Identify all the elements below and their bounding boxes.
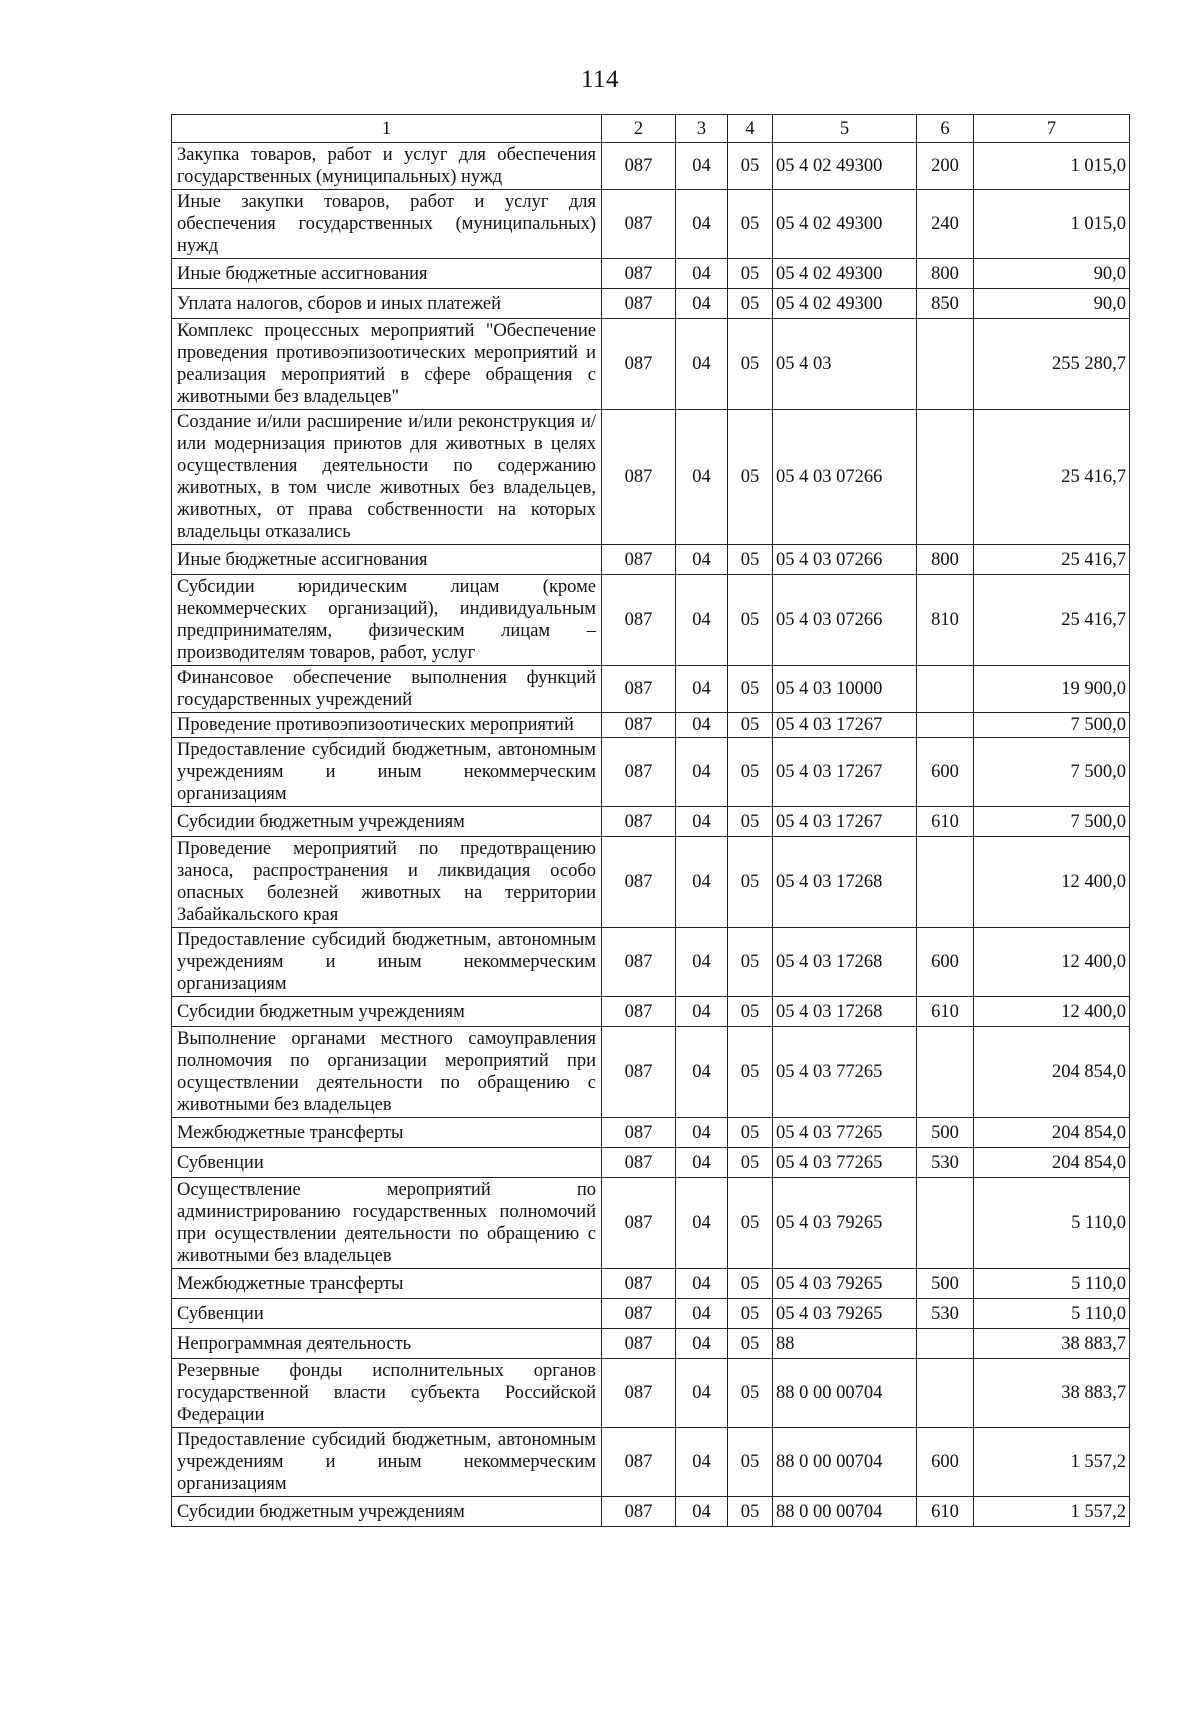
section-code: 04 — [676, 837, 728, 928]
table-row — [172, 1269, 1130, 1299]
header-cell: 6 — [917, 115, 974, 143]
table-row — [172, 1299, 1130, 1329]
section-code: 04 — [676, 666, 728, 713]
section-code: 04 — [676, 1299, 728, 1329]
target-item-code: 88 0 00 00704 — [773, 1497, 917, 1527]
subsection-code: 05 — [728, 319, 773, 410]
target-item-code: 88 0 00 00704 — [773, 1428, 917, 1497]
expense-type-code: 500 — [917, 1118, 974, 1148]
section-code: 04 — [676, 319, 728, 410]
ministry-code: 087 — [602, 666, 676, 713]
target-item-code: 88 0 00 00704 — [773, 1359, 917, 1428]
ministry-code: 087 — [602, 1428, 676, 1497]
table-row — [172, 190, 1130, 259]
ministry-code: 087 — [602, 807, 676, 837]
amount: 204 854,0 — [974, 1148, 1130, 1178]
ministry-code: 087 — [602, 928, 676, 997]
table-row — [172, 1148, 1130, 1178]
expense-type-code — [917, 1359, 974, 1428]
expense-type-code — [917, 1329, 974, 1359]
expense-type-code: 240 — [917, 190, 974, 259]
expense-type-code — [917, 666, 974, 713]
row-name: Предоставление субсидий бюджетным, автономным учреждениям и иным некоммерческим организациям — [172, 928, 602, 997]
row-name: Непрограммная деятельность — [172, 1329, 602, 1359]
section-code: 04 — [676, 1118, 728, 1148]
subsection-code: 05 — [728, 1497, 773, 1527]
amount: 5 110,0 — [974, 1269, 1130, 1299]
row-name: Резервные фонды исполнительных органов государственной власти субъекта Российской Федерации — [172, 1359, 602, 1428]
table-row — [172, 143, 1130, 190]
ministry-code: 087 — [602, 997, 676, 1027]
expense-type-code: 610 — [917, 807, 974, 837]
page-number: 114 — [580, 66, 620, 93]
target-item-code: 05 4 03 77265 — [773, 1027, 917, 1118]
target-item-code: 05 4 03 17268 — [773, 928, 917, 997]
target-item-code: 05 4 03 10000 — [773, 666, 917, 713]
target-item-code: 05 4 03 17267 — [773, 807, 917, 837]
subsection-code: 05 — [728, 1118, 773, 1148]
table-row — [172, 1178, 1130, 1269]
subsection-code: 05 — [728, 713, 773, 738]
section-code: 04 — [676, 190, 728, 259]
table-row — [172, 666, 1130, 713]
target-item-code: 05 4 02 49300 — [773, 259, 917, 289]
amount: 90,0 — [974, 289, 1130, 319]
target-item-code: 05 4 03 — [773, 319, 917, 410]
section-code: 04 — [676, 1269, 728, 1299]
row-name: Предоставление субсидий бюджетным, автономным учреждениям и иным некоммерческим организациям — [172, 1428, 602, 1497]
row-name: Иные бюджетные ассигнования — [172, 545, 602, 575]
header-row — [172, 115, 1130, 143]
target-item-code: 05 4 03 07266 — [773, 575, 917, 666]
subsection-code: 05 — [728, 190, 773, 259]
amount: 255 280,7 — [974, 319, 1130, 410]
amount: 5 110,0 — [974, 1299, 1130, 1329]
row-name: Финансовое обеспечение выполнения функций государственных учреждений — [172, 666, 602, 713]
table-row — [172, 928, 1130, 997]
target-item-code: 05 4 03 07266 — [773, 545, 917, 575]
expense-type-code: 610 — [917, 997, 974, 1027]
table-row — [172, 289, 1130, 319]
amount: 1 015,0 — [974, 190, 1130, 259]
ministry-code: 087 — [602, 545, 676, 575]
amount: 25 416,7 — [974, 545, 1130, 575]
expense-type-code: 600 — [917, 738, 974, 807]
amount: 7 500,0 — [974, 738, 1130, 807]
table-body — [172, 143, 1130, 1527]
header-cell: 3 — [676, 115, 728, 143]
ministry-code: 087 — [602, 289, 676, 319]
subsection-code: 05 — [728, 143, 773, 190]
expense-type-code — [917, 1178, 974, 1269]
expense-type-code — [917, 1027, 974, 1118]
subsection-code: 05 — [728, 1428, 773, 1497]
section-code: 04 — [676, 713, 728, 738]
row-name: Межбюджетные трансферты — [172, 1118, 602, 1148]
ministry-code: 087 — [602, 319, 676, 410]
table-row — [172, 410, 1130, 545]
row-name: Межбюджетные трансферты — [172, 1269, 602, 1299]
subsection-code: 05 — [728, 259, 773, 289]
expense-type-code: 530 — [917, 1148, 974, 1178]
expense-type-code: 200 — [917, 143, 974, 190]
row-name: Выполнение органами местного самоуправления полномочия по организации мероприятий при осуществлении деятельности по обращению с животными без владельцев — [172, 1027, 602, 1118]
amount: 7 500,0 — [974, 713, 1130, 738]
table-row — [172, 837, 1130, 928]
ministry-code: 087 — [602, 1299, 676, 1329]
row-name: Проведение мероприятий по предотвращению заноса, распространения и ликвидация особо опасных болезней животных на территории Забайкальского края — [172, 837, 602, 928]
row-name: Субсидии бюджетным учреждениям — [172, 1497, 602, 1527]
subsection-code: 05 — [728, 738, 773, 807]
ministry-code: 087 — [602, 713, 676, 738]
row-name: Субсидии бюджетным учреждениям — [172, 997, 602, 1027]
section-code: 04 — [676, 997, 728, 1027]
table-row — [172, 1359, 1130, 1428]
section-code: 04 — [676, 1359, 728, 1428]
amount: 1 557,2 — [974, 1497, 1130, 1527]
subsection-code: 05 — [728, 1329, 773, 1359]
row-name: Комплекс процессных мероприятий "Обеспечение проведения противоэпизоотических мероприятий и реализация мероприятий в сфере обращения с животными без владельцев" — [172, 319, 602, 410]
expense-type-code: 600 — [917, 1428, 974, 1497]
target-item-code: 05 4 03 17267 — [773, 713, 917, 738]
ministry-code: 087 — [602, 1329, 676, 1359]
amount: 19 900,0 — [974, 666, 1130, 713]
subsection-code: 05 — [728, 289, 773, 319]
subsection-code: 05 — [728, 1269, 773, 1299]
amount: 12 400,0 — [974, 928, 1130, 997]
row-name: Иные закупки товаров, работ и услуг для обеспечения государственных (муниципальных) нужд — [172, 190, 602, 259]
table-row — [172, 545, 1130, 575]
expense-type-code: 500 — [917, 1269, 974, 1299]
table-row — [172, 575, 1130, 666]
expense-type-code — [917, 837, 974, 928]
ministry-code: 087 — [602, 143, 676, 190]
table-row — [172, 1027, 1130, 1118]
ministry-code: 087 — [602, 738, 676, 807]
table-row — [172, 1497, 1130, 1527]
row-name: Субсидии бюджетным учреждениям — [172, 807, 602, 837]
row-name: Создание и/или расширение и/или реконструкция и/или модернизация приютов для животных в целях осуществления деятельности по содержанию животных, в том числе животных без владельцев, животных, от права собственности на которых владельцы отказались — [172, 410, 602, 545]
section-code: 04 — [676, 807, 728, 837]
ministry-code: 087 — [602, 837, 676, 928]
target-item-code: 05 4 03 79265 — [773, 1299, 917, 1329]
target-item-code: 05 4 02 49300 — [773, 289, 917, 319]
expense-type-code — [917, 713, 974, 738]
section-code: 04 — [676, 259, 728, 289]
amount: 204 854,0 — [974, 1027, 1130, 1118]
amount: 12 400,0 — [974, 997, 1130, 1027]
target-item-code: 05 4 03 17267 — [773, 738, 917, 807]
subsection-code: 05 — [728, 666, 773, 713]
section-code: 04 — [676, 1497, 728, 1527]
section-code: 04 — [676, 1428, 728, 1497]
row-name: Проведение противоэпизоотических мероприятий — [172, 713, 602, 738]
ministry-code: 087 — [602, 1027, 676, 1118]
table-row — [172, 1428, 1130, 1497]
subsection-code: 05 — [728, 928, 773, 997]
subsection-code: 05 — [728, 837, 773, 928]
target-item-code: 88 — [773, 1329, 917, 1359]
row-name: Субсидии юридическим лицам (кроме некоммерческих организаций), индивидуальным предпринимателям, физическим лицам – производителям товаров, работ, услуг — [172, 575, 602, 666]
row-name: Субвенции — [172, 1148, 602, 1178]
subsection-code: 05 — [728, 1027, 773, 1118]
amount: 38 883,7 — [974, 1359, 1130, 1428]
subsection-code: 05 — [728, 1178, 773, 1269]
section-code: 04 — [676, 289, 728, 319]
section-code: 04 — [676, 1148, 728, 1178]
subsection-code: 05 — [728, 545, 773, 575]
header-cell: 7 — [974, 115, 1130, 143]
table-row — [172, 713, 1130, 738]
row-name: Предоставление субсидий бюджетным, автономным учреждениям и иным некоммерческим организациям — [172, 738, 602, 807]
subsection-code: 05 — [728, 575, 773, 666]
section-code: 04 — [676, 575, 728, 666]
row-name: Закупка товаров, работ и услуг для обеспечения государственных (муниципальных) нужд — [172, 143, 602, 190]
amount: 7 500,0 — [974, 807, 1130, 837]
ministry-code: 087 — [602, 1359, 676, 1428]
target-item-code: 05 4 03 17268 — [773, 837, 917, 928]
ministry-code: 087 — [602, 1178, 676, 1269]
subsection-code: 05 — [728, 410, 773, 545]
ministry-code: 087 — [602, 1118, 676, 1148]
section-code: 04 — [676, 928, 728, 997]
section-code: 04 — [676, 1329, 728, 1359]
table-row — [172, 738, 1130, 807]
target-item-code: 05 4 02 49300 — [773, 190, 917, 259]
ministry-code: 087 — [602, 259, 676, 289]
subsection-code: 05 — [728, 1148, 773, 1178]
amount: 204 854,0 — [974, 1118, 1130, 1148]
target-item-code: 05 4 03 79265 — [773, 1269, 917, 1299]
target-item-code: 05 4 03 79265 — [773, 1178, 917, 1269]
header-cell: 5 — [773, 115, 917, 143]
expense-type-code: 610 — [917, 1497, 974, 1527]
expense-type-code: 530 — [917, 1299, 974, 1329]
ministry-code: 087 — [602, 410, 676, 545]
section-code: 04 — [676, 545, 728, 575]
header-cell: 4 — [728, 115, 773, 143]
amount: 1 015,0 — [974, 143, 1130, 190]
row-name: Уплата налогов, сборов и иных платежей — [172, 289, 602, 319]
expense-type-code: 800 — [917, 545, 974, 575]
table-row — [172, 1118, 1130, 1148]
subsection-code: 05 — [728, 807, 773, 837]
subsection-code: 05 — [728, 1299, 773, 1329]
row-name: Иные бюджетные ассигнования — [172, 259, 602, 289]
amount: 38 883,7 — [974, 1329, 1130, 1359]
section-code: 04 — [676, 1027, 728, 1118]
target-item-code: 05 4 02 49300 — [773, 143, 917, 190]
expense-type-code: 850 — [917, 289, 974, 319]
table-row — [172, 319, 1130, 410]
amount: 5 110,0 — [974, 1178, 1130, 1269]
expense-type-code — [917, 410, 974, 545]
expense-type-code: 810 — [917, 575, 974, 666]
amount: 1 557,2 — [974, 1428, 1130, 1497]
section-code: 04 — [676, 143, 728, 190]
amount: 12 400,0 — [974, 837, 1130, 928]
table-row — [172, 997, 1130, 1027]
section-code: 04 — [676, 1178, 728, 1269]
ministry-code: 087 — [602, 1497, 676, 1527]
table-row — [172, 807, 1130, 837]
ministry-code: 087 — [602, 575, 676, 666]
amount: 90,0 — [974, 259, 1130, 289]
table-row — [172, 259, 1130, 289]
section-code: 04 — [676, 410, 728, 545]
amount: 25 416,7 — [974, 410, 1130, 545]
ministry-code: 087 — [602, 1269, 676, 1299]
ministry-code: 087 — [602, 1148, 676, 1178]
target-item-code: 05 4 03 77265 — [773, 1148, 917, 1178]
subsection-code: 05 — [728, 1359, 773, 1428]
row-name: Субвенции — [172, 1299, 602, 1329]
header-cell: 1 — [172, 115, 602, 143]
budget-table — [171, 114, 1130, 1527]
expense-type-code — [917, 319, 974, 410]
expense-type-code: 800 — [917, 259, 974, 289]
target-item-code: 05 4 03 77265 — [773, 1118, 917, 1148]
table-row — [172, 1329, 1130, 1359]
target-item-code: 05 4 03 17268 — [773, 997, 917, 1027]
target-item-code: 05 4 03 07266 — [773, 410, 917, 545]
section-code: 04 — [676, 738, 728, 807]
amount: 25 416,7 — [974, 575, 1130, 666]
subsection-code: 05 — [728, 997, 773, 1027]
expense-type-code: 600 — [917, 928, 974, 997]
header-cell: 2 — [602, 115, 676, 143]
table-header — [172, 115, 1130, 143]
ministry-code: 087 — [602, 190, 676, 259]
row-name: Осуществление мероприятий по администрированию государственных полномочий при осуществлении деятельности по обращению с животными без владельцев — [172, 1178, 602, 1269]
